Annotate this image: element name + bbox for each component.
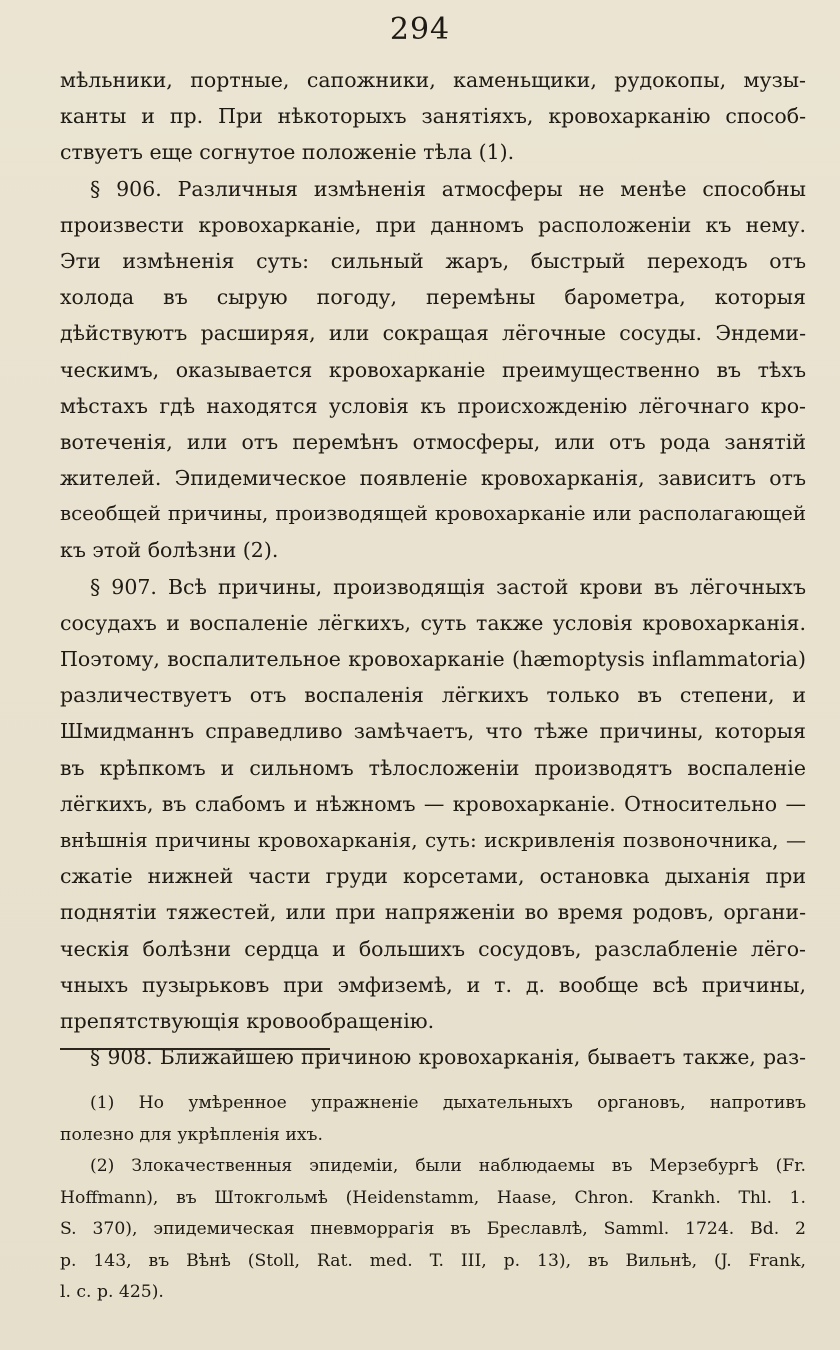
text-line: канты и пр. При нѣкоторыхъ занятіяхъ, кровохарканію способ- <box>60 104 806 129</box>
text-line: лёгкихъ, въ слабомъ и нѣжномъ — кровохарканіе. Относительно — <box>60 791 806 816</box>
footnote-1-line: (1) Но умѣренное упражненіе дыхательныхъ органовъ, напротивъ <box>90 1093 806 1113</box>
text-line: ческимъ, оказывается кровохарканіе преимущественно въ тѣхъ <box>60 357 806 382</box>
text-line: внѣшнія причины кровохарканія, суть: искривленія позвоночника, — <box>60 827 806 852</box>
page-number: 294 <box>389 12 451 47</box>
text-line: ствуетъ еще согнутое положеніе тѣла (1). <box>60 140 515 165</box>
footnote-2-line: S. 370), эпидемическая пневморрагія въ Бреславлѣ, Samml. 1724. Bd. 2 <box>60 1219 806 1239</box>
footnote-1-line: полезно для укрѣпленія ихъ. <box>60 1124 323 1145</box>
text-line: вотеченія, или отъ перемѣнъ отмосферы, или отъ рода занятій <box>60 429 806 454</box>
footnote-divider <box>60 1048 330 1050</box>
text-line: различествуетъ отъ воспаленія лёгкихъ только въ степени, и <box>60 683 806 708</box>
text-line: сжатіе нижней части груди корсетами, остановка дыханія при <box>60 864 806 889</box>
text-line: сосудахъ и воспаленіе лёгкихъ, суть также условія кровохарканія. <box>60 610 806 635</box>
text-line: къ этой болѣзни (2). <box>60 538 279 563</box>
text-line: поднятіи тяжестей, или при напряженіи во время родовъ, органи- <box>60 900 806 925</box>
footnote-2-line: Hoffmann), въ Штокгольмѣ (Heidenstamm, Haase, Chron. Krankh. Thl. 1. <box>60 1187 806 1208</box>
text-line: холода въ сырую погоду, перемѣны барометра, которыя <box>60 285 806 310</box>
paragraph-907-start: § 907. Всѣ причины, производящія застой крови въ лёгочныхъ <box>90 574 806 599</box>
text-line: Шмидманнъ справедливо замѣчаетъ, что тѣже причины, которыя <box>60 719 806 744</box>
main-text <box>60 62 806 1075</box>
text-line: всеобщей причины, производящей кровохарканіе или располагающей <box>60 502 806 526</box>
footnote-2-line: p. 143, въ Вѣнѣ (Stoll, Rat. med. T. III, p. 13), въ Вильнѣ, (J. Frank, <box>60 1250 806 1271</box>
text-line: мѣльники, портные, сапожники, каменьщики, рудокопы, музы- <box>60 68 806 92</box>
footnotes <box>60 1088 806 1309</box>
paragraph-908-start: § 908. Ближайшею причиною кровохарканія, бываетъ также, раз- <box>90 1045 806 1070</box>
footnote-2-line: (2) Злокачественныя эпидеміи, были наблюдаемы въ Мерзебургѣ (Fr. <box>90 1156 806 1176</box>
text-line: чныхъ пузырьковъ при эмфиземѣ, и т. д. вообще всѣ причины, <box>60 972 806 997</box>
text-line: въ крѣпкомъ и сильномъ тѣлосложеніи производятъ воспаленіе <box>60 755 806 780</box>
text-line: произвести кровохарканіе, при данномъ расположеніи къ нему. <box>60 212 806 237</box>
text-line: дѣйствуютъ расширяя, или сокращая лёгочные сосуды. Эндеми- <box>60 321 806 346</box>
text-line: препятствующія кровообращенію. <box>60 1008 435 1033</box>
text-line: мѣстахъ гдѣ находятся условія къ происхожденію лёгочнаго кро- <box>60 393 806 418</box>
text-line: ческія болѣзни сердца и большихъ сосудовъ, разслабленіе лёго- <box>60 936 806 961</box>
footnote-2-line: l. c. p. 425). <box>60 1282 164 1302</box>
text-line: Поэтому, воспалительное кровохарканіе (hæmoptysis inflammatoria) <box>60 647 806 671</box>
paragraph-906-start: § 906. Различныя измѣненія атмосферы не менѣе способны <box>90 176 806 201</box>
text-line: Эти измѣненія суть: сильный жаръ, быстрый переходъ отъ <box>60 248 806 273</box>
text-line: жителей. Эпидемическое появленіе кровохарканія, зависитъ отъ <box>60 466 806 491</box>
